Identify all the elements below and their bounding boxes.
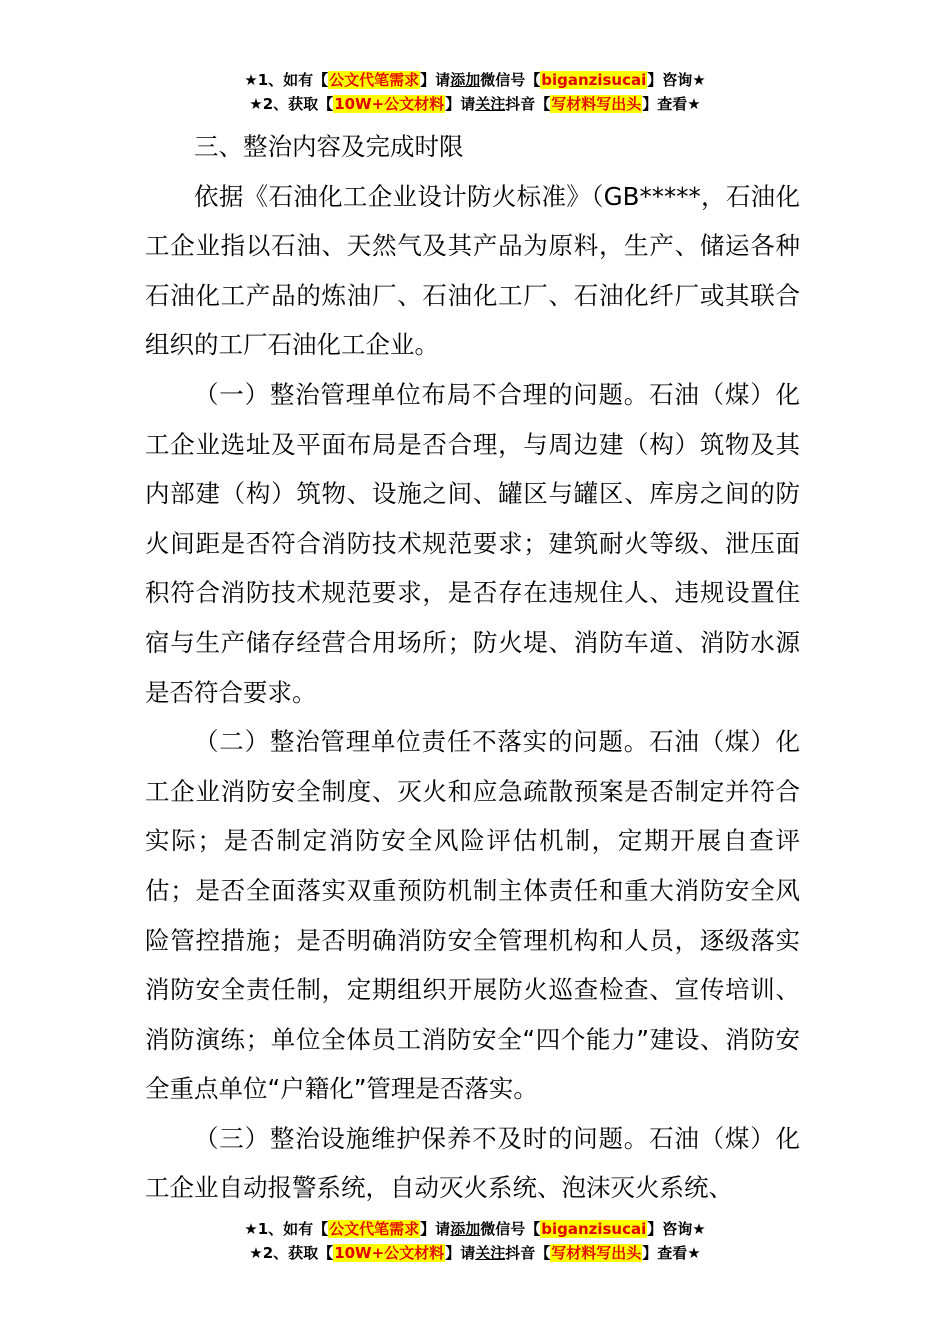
footer-banner	[0, 1217, 950, 1265]
banner-highlight: 写材料写出头	[551, 1244, 642, 1262]
banner-highlight: 公文代笔需求	[329, 1220, 420, 1238]
banner-highlight: biganzisucai	[541, 71, 647, 89]
banner-line-2	[0, 1241, 950, 1265]
paragraph: （三）整治设施维护保养不及时的问题。石油（煤）化工企业自动报警系统，自动灭火系统、泡沫灭火系统、	[145, 1123, 800, 1203]
banner-text: 微信号【	[480, 71, 541, 89]
banner-underlined: 添加	[450, 71, 481, 89]
banner-underlined: 关注	[475, 95, 506, 113]
banner-text: 抖音【	[505, 1244, 551, 1262]
banner-text: 】请	[445, 95, 476, 113]
banner-text: 微信号【	[480, 1220, 541, 1238]
banner-text: 】请	[420, 1220, 451, 1238]
banner-text: 】查看★	[642, 1244, 701, 1262]
banner-text: 】咨询★	[647, 71, 706, 89]
banner-highlight: 写材料写出头	[551, 95, 642, 113]
banner-underlined: 添加	[450, 1220, 481, 1238]
banner-line-2	[0, 92, 950, 116]
banner-line-1	[0, 1217, 950, 1241]
banner-highlight: biganzisucai	[541, 1220, 647, 1238]
banner-highlight: 10W+公文材料	[334, 1244, 445, 1262]
banner-text: 】查看★	[642, 95, 701, 113]
banner-text: 】请	[445, 1244, 476, 1262]
banner-text: ★1、如有【	[244, 71, 329, 89]
banner-text: ★2、获取【	[249, 95, 334, 113]
paragraph: 依据《石油化工企业设计防火标准》（GB*****，石油化工企业指以石油、天然气及其产品为原料，生产、储运各种石油化工产品的炼油厂、石油化工厂、石油化纤厂或其联合组织的工厂石油化工企业。	[145, 181, 800, 360]
document-body	[145, 122, 800, 1213]
banner-text: 】咨询★	[647, 1220, 706, 1238]
banner-highlight: 10W+公文材料	[334, 95, 445, 113]
banner-highlight: 公文代笔需求	[329, 71, 420, 89]
paragraph: （二）整治管理单位责任不落实的问题。石油（煤）化工企业消防安全制度、灭火和应急疏散预案是否制定并符合实际；是否制定消防安全风险评估机制，定期开展自查评估；是否全面落实双重预防机制主体责任和重大消防安全风险管控措施；是否明确消防安全管理机构和人员，逐级落实消防安全责任制，定期组织开展防火巡查检查、宣传培训、消防演练；单位全体员工消防安全“四个能力”建设、消防安全重点单位“户籍化”管理是否落实。	[145, 727, 800, 1104]
banner-line-1	[0, 68, 950, 92]
banner-text: ★1、如有【	[244, 1220, 329, 1238]
paragraph: （一）整治管理单位布局不合理的问题。石油（煤）化工企业选址及平面布局是否合理，与周边建（构）筑物及其内部建（构）筑物、设施之间、罐区与罐区、库房之间的防火间距是否符合消防技术规范要求；建筑耐火等级、泄压面积符合消防技术规范要求，是否存在违规住人、违规设置住宿与生产储存经营合用场所；防火堤、消防车道、消防水源是否符合要求。	[145, 379, 800, 707]
banner-underlined: 关注	[475, 1244, 506, 1262]
header-banner	[0, 68, 950, 116]
banner-text: 】请	[420, 71, 451, 89]
banner-text: 抖音【	[505, 95, 551, 113]
banner-text: ★2、获取【	[249, 1244, 334, 1262]
section-heading: 三、整治内容及完成时限	[194, 132, 464, 161]
